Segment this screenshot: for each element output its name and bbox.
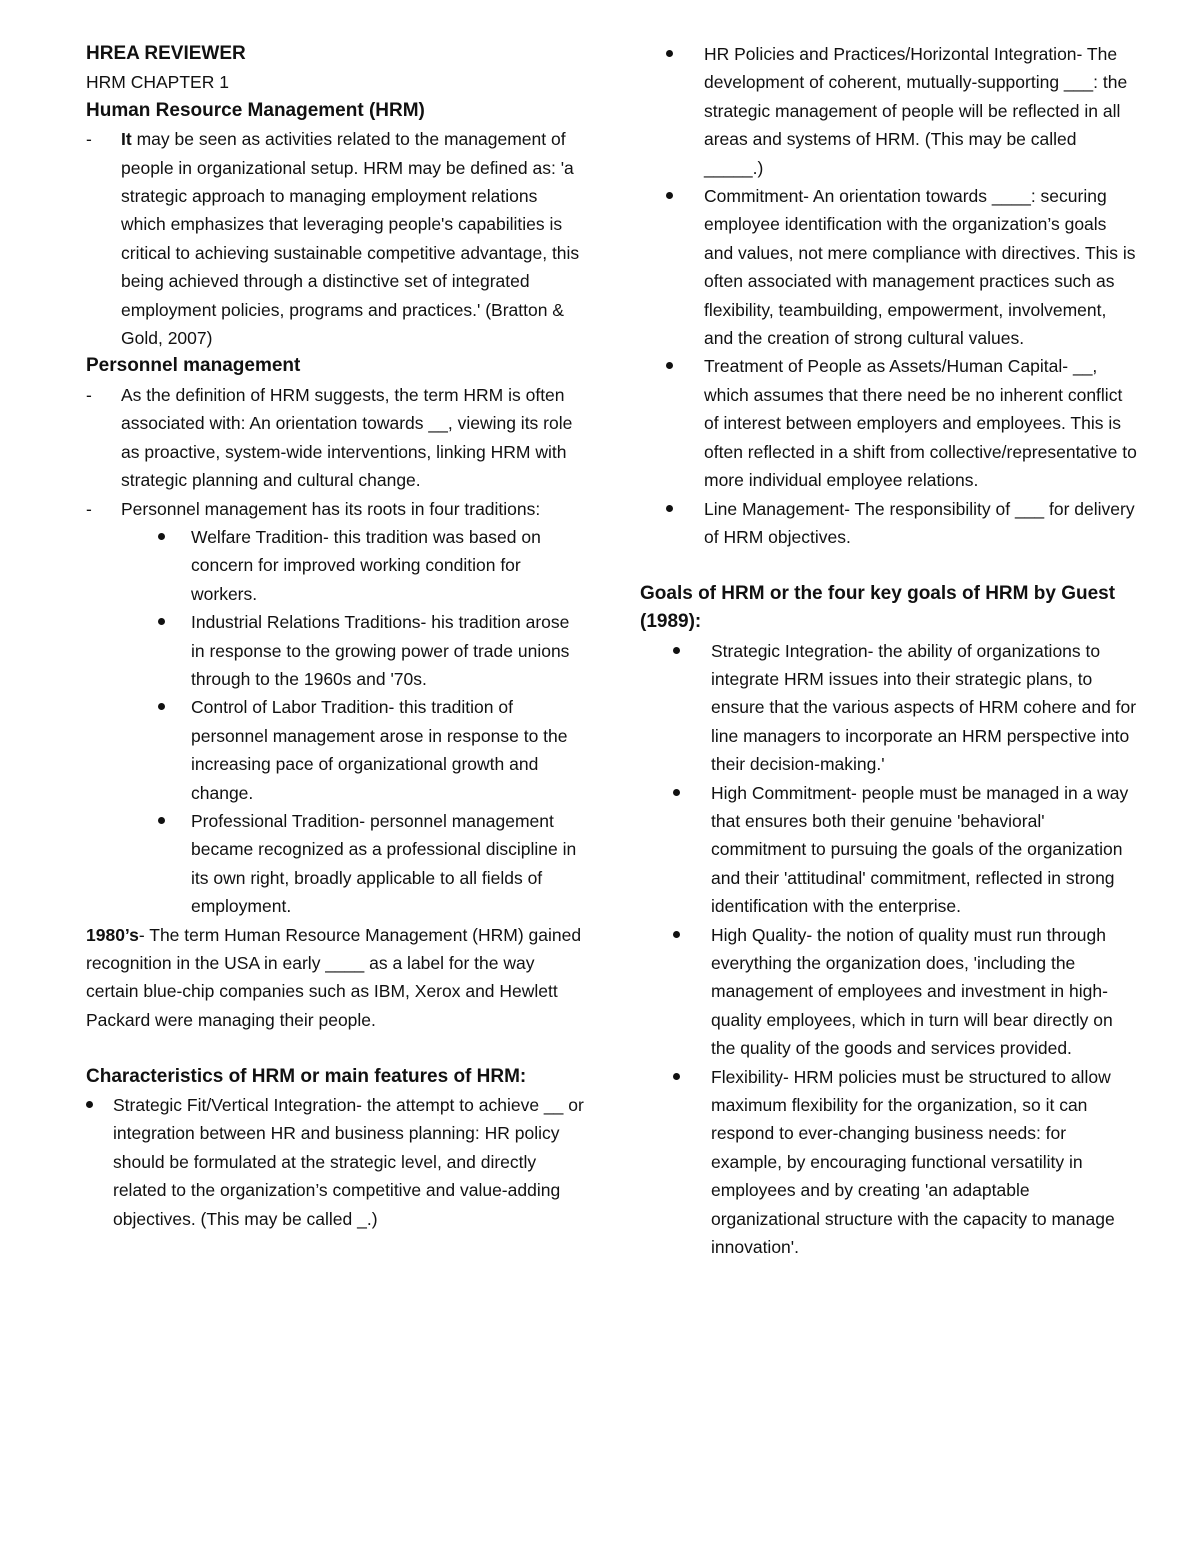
hrm-heading: Human Resource Management (HRM) bbox=[86, 99, 425, 121]
dash-marker: - bbox=[86, 129, 92, 150]
goal-high-quality: High Quality- the notion of quality must run through everything the organization does, 'including the management of employees and investment in high-quality employees, which in turn will bear directly on the quality of the goods and services provided. bbox=[640, 921, 1140, 1063]
personnel-item-2 bbox=[86, 495, 586, 523]
characteristics-heading: Characteristics of HRM or main features of HRM: bbox=[86, 1065, 527, 1087]
personnel-item-2-text: Personnel management has its roots in four traditions: bbox=[121, 498, 541, 519]
spacer bbox=[86, 1034, 586, 1062]
left-column bbox=[86, 40, 586, 1233]
document-title: HREA REVIEWER bbox=[86, 43, 246, 64]
personnel-item-1-text: As the definition of HRM suggests, the term HRM is often associated with: An orientation towards __, viewing its role as proactive, system-wide interventions, linking HRM with strategic planning and cultural change. bbox=[121, 384, 573, 491]
hrm-definition-item bbox=[86, 125, 586, 352]
dash-marker: - bbox=[86, 384, 92, 405]
traditions-list bbox=[86, 523, 586, 921]
personnel-item-1 bbox=[86, 381, 586, 495]
goal-flexibility: Flexibility- HRM policies must be structured to allow maximum flexibility for the organization, so it can respond to ever-changing business needs: for example, by encouraging functional versatility in employees and by creating 'an adaptable organizational structure with the capacity to manage innovation'. bbox=[640, 1063, 1140, 1262]
eighties-lead: 1980’s bbox=[86, 924, 139, 945]
goal-high-commitment: High Commitment- people must be managed in a way that ensures both their genuine 'behavioral' commitment to pursuing the goals of the organization and their 'attitudinal' commitment, reflected in strong identification with the enterprise. bbox=[640, 779, 1140, 921]
goal-strategic-integration: Strategic Integration- the ability of organizations to integrate HRM issues into their strategic plans, to ensure that the various aspects of HRM cohere and for line managers to incorporate an HRM perspective into their decision-making.' bbox=[640, 637, 1140, 779]
characteristic-line-management: Line Management- The responsibility of ___ for delivery of HRM objectives. bbox=[640, 495, 1140, 552]
characteristic-horizontal-integration: HR Policies and Practices/Horizontal Integration- The development of coherent, mutually-supporting ___: the strategic management of people will be reflected in all areas and systems of HRM. (This may be called _____.) bbox=[640, 40, 1140, 182]
tradition-welfare: Welfare Tradition- this tradition was based on concern for improved working condition for workers. bbox=[156, 523, 586, 608]
tradition-control-of-labor: Control of Labor Tradition- this tradition of personnel management arose in response to the increasing pace of organizational growth and change. bbox=[156, 693, 586, 807]
chapter-label: HRM CHAPTER 1 bbox=[86, 72, 229, 93]
goals-heading: Goals of HRM or the four key goals of HRM by Guest (1989): bbox=[640, 582, 1116, 633]
hrm-definition-lead: It bbox=[121, 129, 132, 150]
tradition-professional: Professional Tradition- personnel management became recognized as a professional discipline in its own right, broadly applicable to all fields of employment. bbox=[156, 807, 586, 921]
eighties-text: - The term Human Resource Management (HRM) gained recognition in the USA in early ____ as a label for the way certain blue-chip companies such as IBM, Xerox and Hewlett Packard were managing their people. bbox=[86, 924, 582, 1030]
characteristic-strategic-fit: Strategic Fit/Vertical Integration- the attempt to achieve __ or integration between HR and business planning: HR policy should be formulated at the strategic level, and directly related to the organization’s competitive and value-adding objectives. (This may be called _.) bbox=[86, 1091, 586, 1233]
dash-marker: - bbox=[86, 498, 92, 519]
hrm-definition-text: may be seen as activities related to the management of people in organizational setup. HRM may be defined as: 'a strategic approach to managing employment relations which emphasizes that leveraging people's capabilities is critical to achieving sustainable competitive advantage, this being achieved through a distinctive set of integrated employment policies, programs and practices.' (Bratton & Gold, 2007) bbox=[121, 129, 580, 349]
right-column bbox=[640, 40, 1140, 1261]
tradition-industrial-relations: Industrial Relations Traditions- his tradition arose in response to the growing power of trade unions through to the 1960s and '70s. bbox=[156, 608, 586, 693]
eighties-paragraph bbox=[86, 921, 586, 1035]
characteristic-human-capital: Treatment of People as Assets/Human Capital- __, which assumes that there need be no inherent conflict of interest between employers and employees. This is often reflected in a shift from collective/representative to more individual employee relations. bbox=[640, 352, 1140, 494]
personnel-heading: Personnel management bbox=[86, 355, 301, 377]
spacer bbox=[640, 551, 1140, 579]
characteristic-commitment: Commitment- An orientation towards ____: securing employee identification with the organization’s goals and values, not mere compliance with directives. This is often associated with management practices such as flexibility, teambuilding, empowerment, involvement, and the creation of strong cultural values. bbox=[640, 182, 1140, 352]
